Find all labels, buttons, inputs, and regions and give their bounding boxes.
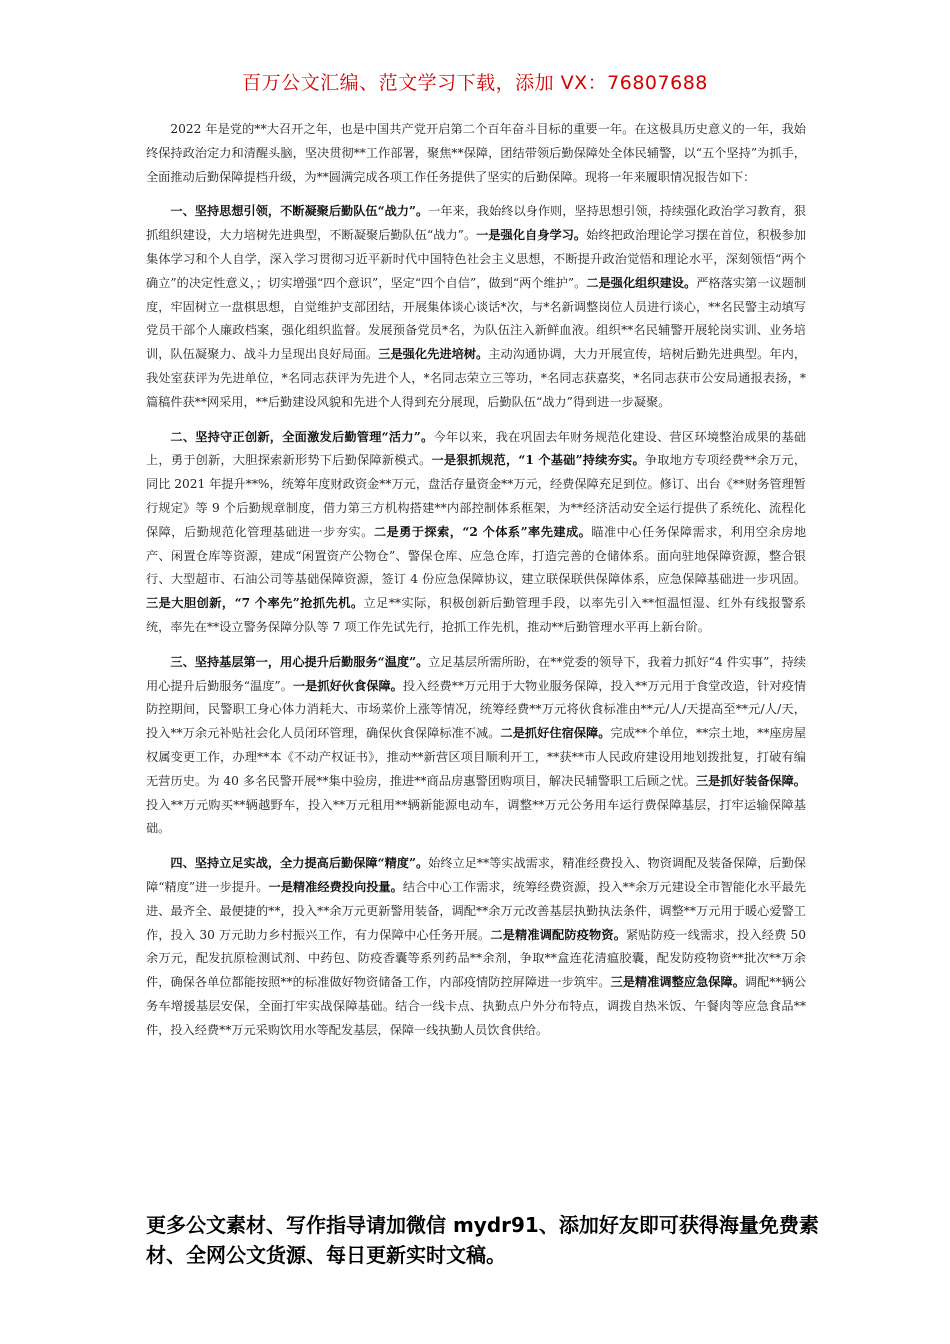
body-sentence: 始终把政治理论学习摆在首位，积极参加集体学习和个人自学，深入学习贯彻习近平新时代中国特色社会主义思想，不断提升政治觉悟和理论水平，深刻领悟“两个确立”的决定性意义，；切实增强“四个意识”，坚定“四个自信”，做到“两个维护”。 [146,228,807,290]
subheading: 三是抓好装备保障。 [695,773,806,788]
subheading: 一是精准经费投向投量。 [268,879,403,894]
document-body [146,118,806,1053]
subheading: 二是精准调配防疫物资。 [490,927,627,942]
body-sentence: 结合中心工作需求，统筹经费资源，投入**余万元建设全市智能化水平最先进、最齐全、最便捷的**，投入**余万元更新警用装备，调配**余万元改善基层执勤执法条件，调整**万元用于暖心爱警工作，投入 30 万元助力乡村振兴工作，有力保障中心任务开展。 [146,879,807,942]
body-sentence: 今年以来，我在巩固去年财务规范化建设、营区环境整治成果的基础上，勇于创新，大胆探索新形势下后勤保障新模式。 [146,429,807,468]
body-sentence: 主动沟通协调，大力开展宣传，培树后勤先进典型。年内，我处室获评为先进单位，*名同志获评为先进个人，*名同志荣立三等功，*名同志获嘉奖，*名同志获市公安局通报表扬，*篇稿件获**网采用，**后勤建设风貌和先进个人得到充分展现，后勤队伍“战力”得到进一步凝聚。 [146,347,807,409]
body-sentence: 瞄准中心任务保障需求，利用空余房地产、闲置仓库等资源，建成“闲置资产公物仓”、警保仓库、应急仓库，打造完善的仓储体系。面向驻地保障资源，整合银行、大型超市、石油公司等基础保障资源，签订 4 份应急保障协议，建立联保联供保障体系，应急保障基础进一步巩固。 [146,524,807,587]
subheading: 一是强化自身学习。 [476,228,587,243]
body-sentence: 争取地方专项经费**余万元，同比 2021 年提升**%，统筹年度财政资金**万元，盘活存量资金**万元，经费保障充足到位。修订、出台《**财务管理暂行规定》等 9 个后勤规章制度，借力第三方机构搭建**内部控制体系框架，为**经济活动安全运行提供了系统化、流程化保障，后勤规范化管理基础进一步夯实。 [146,453,807,539]
subheading: 二是强化组织建设。 [586,275,697,290]
section-heading: 二、坚持守正创新，全面激发后勤管理“活力”。 [170,429,434,444]
body-sentence: 一年来，我始终以身作则，坚持思想引领，持续强化政治学习教育，狠抓组织建设，大力培树先进典型，不断凝聚后勤队伍“战力”。 [146,204,806,243]
intro-paragraph: 2022 年是党的**大召开之年，也是中国共产党开启第二个百年奋斗目标的重要一年。在这极具历史意义的一年，我始终保持政治定力和清醒头脑，坚决贯彻**工作部署，聚焦**保障，团结带领后勤保障处全体民辅警，以“五个坚持”为抓手，全面推动后勤保障提档升级，为**圆满完成各项工作任务提供了坚实的后勤保障。现将一年来履职情况报告如下： [146,122,806,184]
subheading: 三是大胆创新，“7 个率先”抢抓先机。 [146,596,364,611]
subheading: 三是强化先进培树。 [378,347,489,362]
body-sentence: 始终立足**等实战需求，精准经费投入、物资调配及装备保障，后勤保障“精度”进一步提升。 [146,856,806,894]
subheading: 一是抓好伙食保障。 [292,678,403,693]
section-heading: 一、坚持思想引领，不断凝聚后勤队伍“战力”。 [170,204,429,219]
body-sentence: 立足**实际，积极创新后勤管理手段，以率先引入**恒温恒湿、红外有线报警系统，率先在**设立警务保障分队等 7 项工作先试先行，抢抓工作先机，推动**后勤管理水平再上新台阶。 [146,596,806,634]
body-sentence: 严格落实第一议题制度，牢固树立一盘棋思想，自觉维护支部团结，开展集体谈心谈话*次，与*名新调整岗位人员进行谈心，**名民警主动填写党员干部个人廉政档案，强化组织监督。发展预备党员*名，为队伍注入新鲜血液。组织**名民辅警开展轮岗实训、业务培训，队伍凝聚力、战斗力呈现出良好局面。 [146,275,807,362]
section-heading: 三、坚持基层第一，用心提升后勤服务“温度”。 [170,654,429,669]
body-sentence: 调配**辆公务车增援基层安保，全面打牢实战保障基础。结合一线卡点、执勤点户外分布特点，调拨自热米饭、午餐肉等应急食品**件，投入经费**万元采购饮用水等配发基层，保障一线执勤人员饮食供给。 [146,975,807,1037]
section-paragraph [146,200,806,414]
body-sentence: 完成**个单位，**宗土地，**座房屋权属变更工作，办理**本《不动产权证书》，推动**新营区项目顺利开工，**获**市人民政府建设用地划拨批复，打破有编无营历史。为 40 多名民警开展**集中验房，推进**商品房惠警团购项目，解决民辅警职工后顾之忧。 [146,726,807,788]
subheading: 二是勇于探索，“2 个体系”率先建成。 [373,524,592,539]
sections-container [146,200,806,1042]
body-sentence: 紧贴防疫一线需求，投入经费 50 余万元，配发抗原检测试剂、中药包、防疫香囊等系列药品**余剂，争取**盒连花清瘟胶囊，配发防疫物资**批次**万余件，确保各单位都能按照**的标准做好物资储备工作，内部疫情防控屏障进一步筑牢。 [146,927,806,990]
subheading: 三是精准调整应急保障。 [610,975,745,990]
section-paragraph [146,852,806,1042]
section-heading: 四、坚持立足实战，全力提高后勤保障“精度”。 [170,856,429,871]
body-sentence: 投入经费**万元用于大物业服务保障，投入**万元用于食堂改造，针对疫情防控期间，民警职工身心体力消耗大、市场菜价上涨等情况，统筹经费**万元将伙食标准由**元/人/天提高至**元/人/天，投入**万余元补贴社会化人员闭环管理，确保伙食保障标准不减。 [146,678,807,741]
body-sentence: 立足基层所需所盼，在**党委的领导下，我着力抓好“4 件实事”，持续用心提升后勤服务“温度”。 [146,654,806,693]
subheading: 二是抓好住宿保障。 [500,726,611,741]
footer-note: 更多公文素材、写作指导请加微信 mydr91、添加好友即可获得海量免费素材、全网公文货源、每日更新实时文稿。 [146,1213,819,1267]
body-sentence: 投入**万元购买**辆越野车，投入**万元租用**辆新能源电动车，调整**万元公务用车运行费保障基层，打牢运输保障基础。 [146,797,806,836]
subheading: 一是狠抓规范，“1 个基础”持续夯实。 [431,453,645,468]
section-paragraph [146,651,806,841]
section-paragraph [146,426,806,640]
header-title: 百万公文汇编、范文学习下载，添加 VX：76807688 [242,72,708,94]
